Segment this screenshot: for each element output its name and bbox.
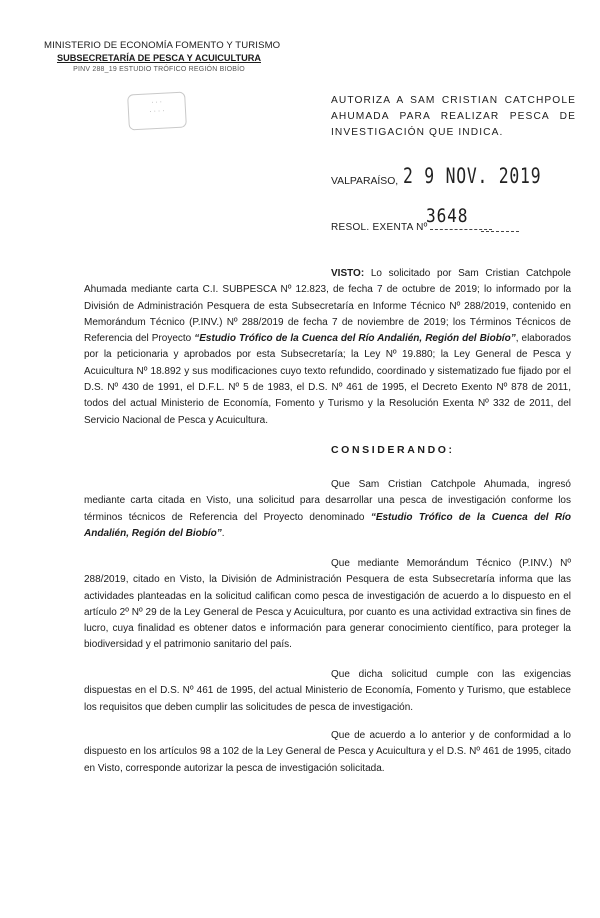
considerando-2-text: Que mediante Memorándum Técnico (P.INV.) Nº 288/2019, citado en Visto, la División de Administración Pesquera de esta Subsecretaría informa que las actividades planteadas en la solicitud califican como pesca de investigación de acuerdo a lo dispuesto en el artículo 2º Nº 29 de la Ley General de Pesca y Acuicultura, por cuanto es una actividad extractiva sin fines de lucro, cuya finalidad es obtener datos e información para generar conocimiento científico, para proteger la biodiversidad y el patrimonio sanitario del país. (84, 558, 571, 651)
considerando-1-text: Que Sam Cristian Catchpole Ahumada, ingresó mediante carta citada en Visto, una solicitud para desarrollar una pesca de investigación conforme los términos técnicos de Referencia del Proyecto denominado (84, 479, 571, 523)
project-title: “Estudio Trófico de la Cuenca del Río Andalién, Región del Biobío” (194, 333, 516, 345)
subsecretaria-name: SUBSECRETARÍA DE PESCA Y ACUICULTURA (56, 53, 261, 63)
considerando-paragraph-2 (84, 556, 571, 654)
considerando-paragraph-4 (84, 728, 571, 777)
visto-text-1: Lo solicitado por Sam Cristian Catchpole Ahumada mediante carta C.I. SUBPESCA Nº 12.823, de fecha 7 de octubre de 2019; lo informado por la División de Administración Pesquera de esta Subsecretaría en Informe Técnico Nº 288/2019, contenido en Memorándum Técnico (P.INV.) Nº 288/2019 de fecha 7 de noviembre de 2019; los Términos Técnicos de Referencia del Proyecto (84, 268, 571, 345)
stamp-line: · · · (150, 98, 163, 107)
ministry-name: MINISTERIO DE ECONOMÍA FOMENTO Y TURISMO (44, 40, 281, 51)
resolution-subject: AUTORIZA A SAM CRISTIAN CATCHPOLE AHUMADA PARA REALIZAR PESCA DE INVESTIGACIÓN QUE INDICA. (331, 95, 576, 138)
visto-text-2: , elaborados por la peticionaria y aprobados por esta Subsecretaría; la Ley Nº 19.880; la Ley General de Pesca y Acuicultura Nº 18.892 y sus modificaciones cuyo texto refundido, coordinado y sistematizado fue fijado por el D.S. Nº 430 de 1991, el D.F.L. Nº 5 de 1983, el D.S. Nº 461 de 1995, el Decreto Exento Nº 878 de 2011, todos del actual Ministerio de Economía, Fomento y Turismo y la Resolución Exenta Nº 332 de 2011, del Servicio Nacional de Pesca y Acuicultura. (84, 333, 571, 426)
reception-stamp (127, 92, 187, 131)
visto-paragraph (84, 266, 571, 429)
date-stamp: 2 9 NOV. 2019 (403, 164, 542, 188)
project-title: “Estudio Trófico de la Cuenca del Río Andalién, Región del Biobío” (84, 511, 571, 539)
visto-label: VISTO: (331, 268, 365, 279)
letterhead (44, 40, 281, 73)
considerando-4-text: Que de acuerdo a lo anterior y de conformidad a lo dispuesto en los artículos 98 a 102 de la Ley General de Pesca y Acuicultura y el D.S. Nº 461 de 1995, citado en Visto, corresponde autorizar la pesca de investigación solicitada. (84, 730, 571, 774)
resolution-label: RESOL. EXENTA Nº (331, 222, 428, 233)
considerando-heading: CONSIDERANDO: (331, 444, 455, 456)
place-label: VALPARAÍSO, (331, 176, 399, 187)
document-reference: PINV 288_19 ESTUDIO TRÓFICO REGIÓN BIOBÍO (73, 66, 245, 73)
number-blank-line-2 (481, 231, 519, 232)
considerando-3-text: Que dicha solicitud cumple con las exigencias dispuestas en el D.S. Nº 461 de 1995, del actual Ministerio de Economía, Fomento y Turismo, que establece los requisitos que deben cumplir las solicitudes de pesca de investigación. (84, 669, 571, 713)
considerando-1-end: . (221, 527, 225, 539)
considerando-paragraph-1 (84, 477, 571, 542)
stamp-line: · · · · (149, 107, 165, 116)
considerando-paragraph-3 (84, 667, 571, 716)
resolution-number: 3648 (426, 205, 469, 227)
